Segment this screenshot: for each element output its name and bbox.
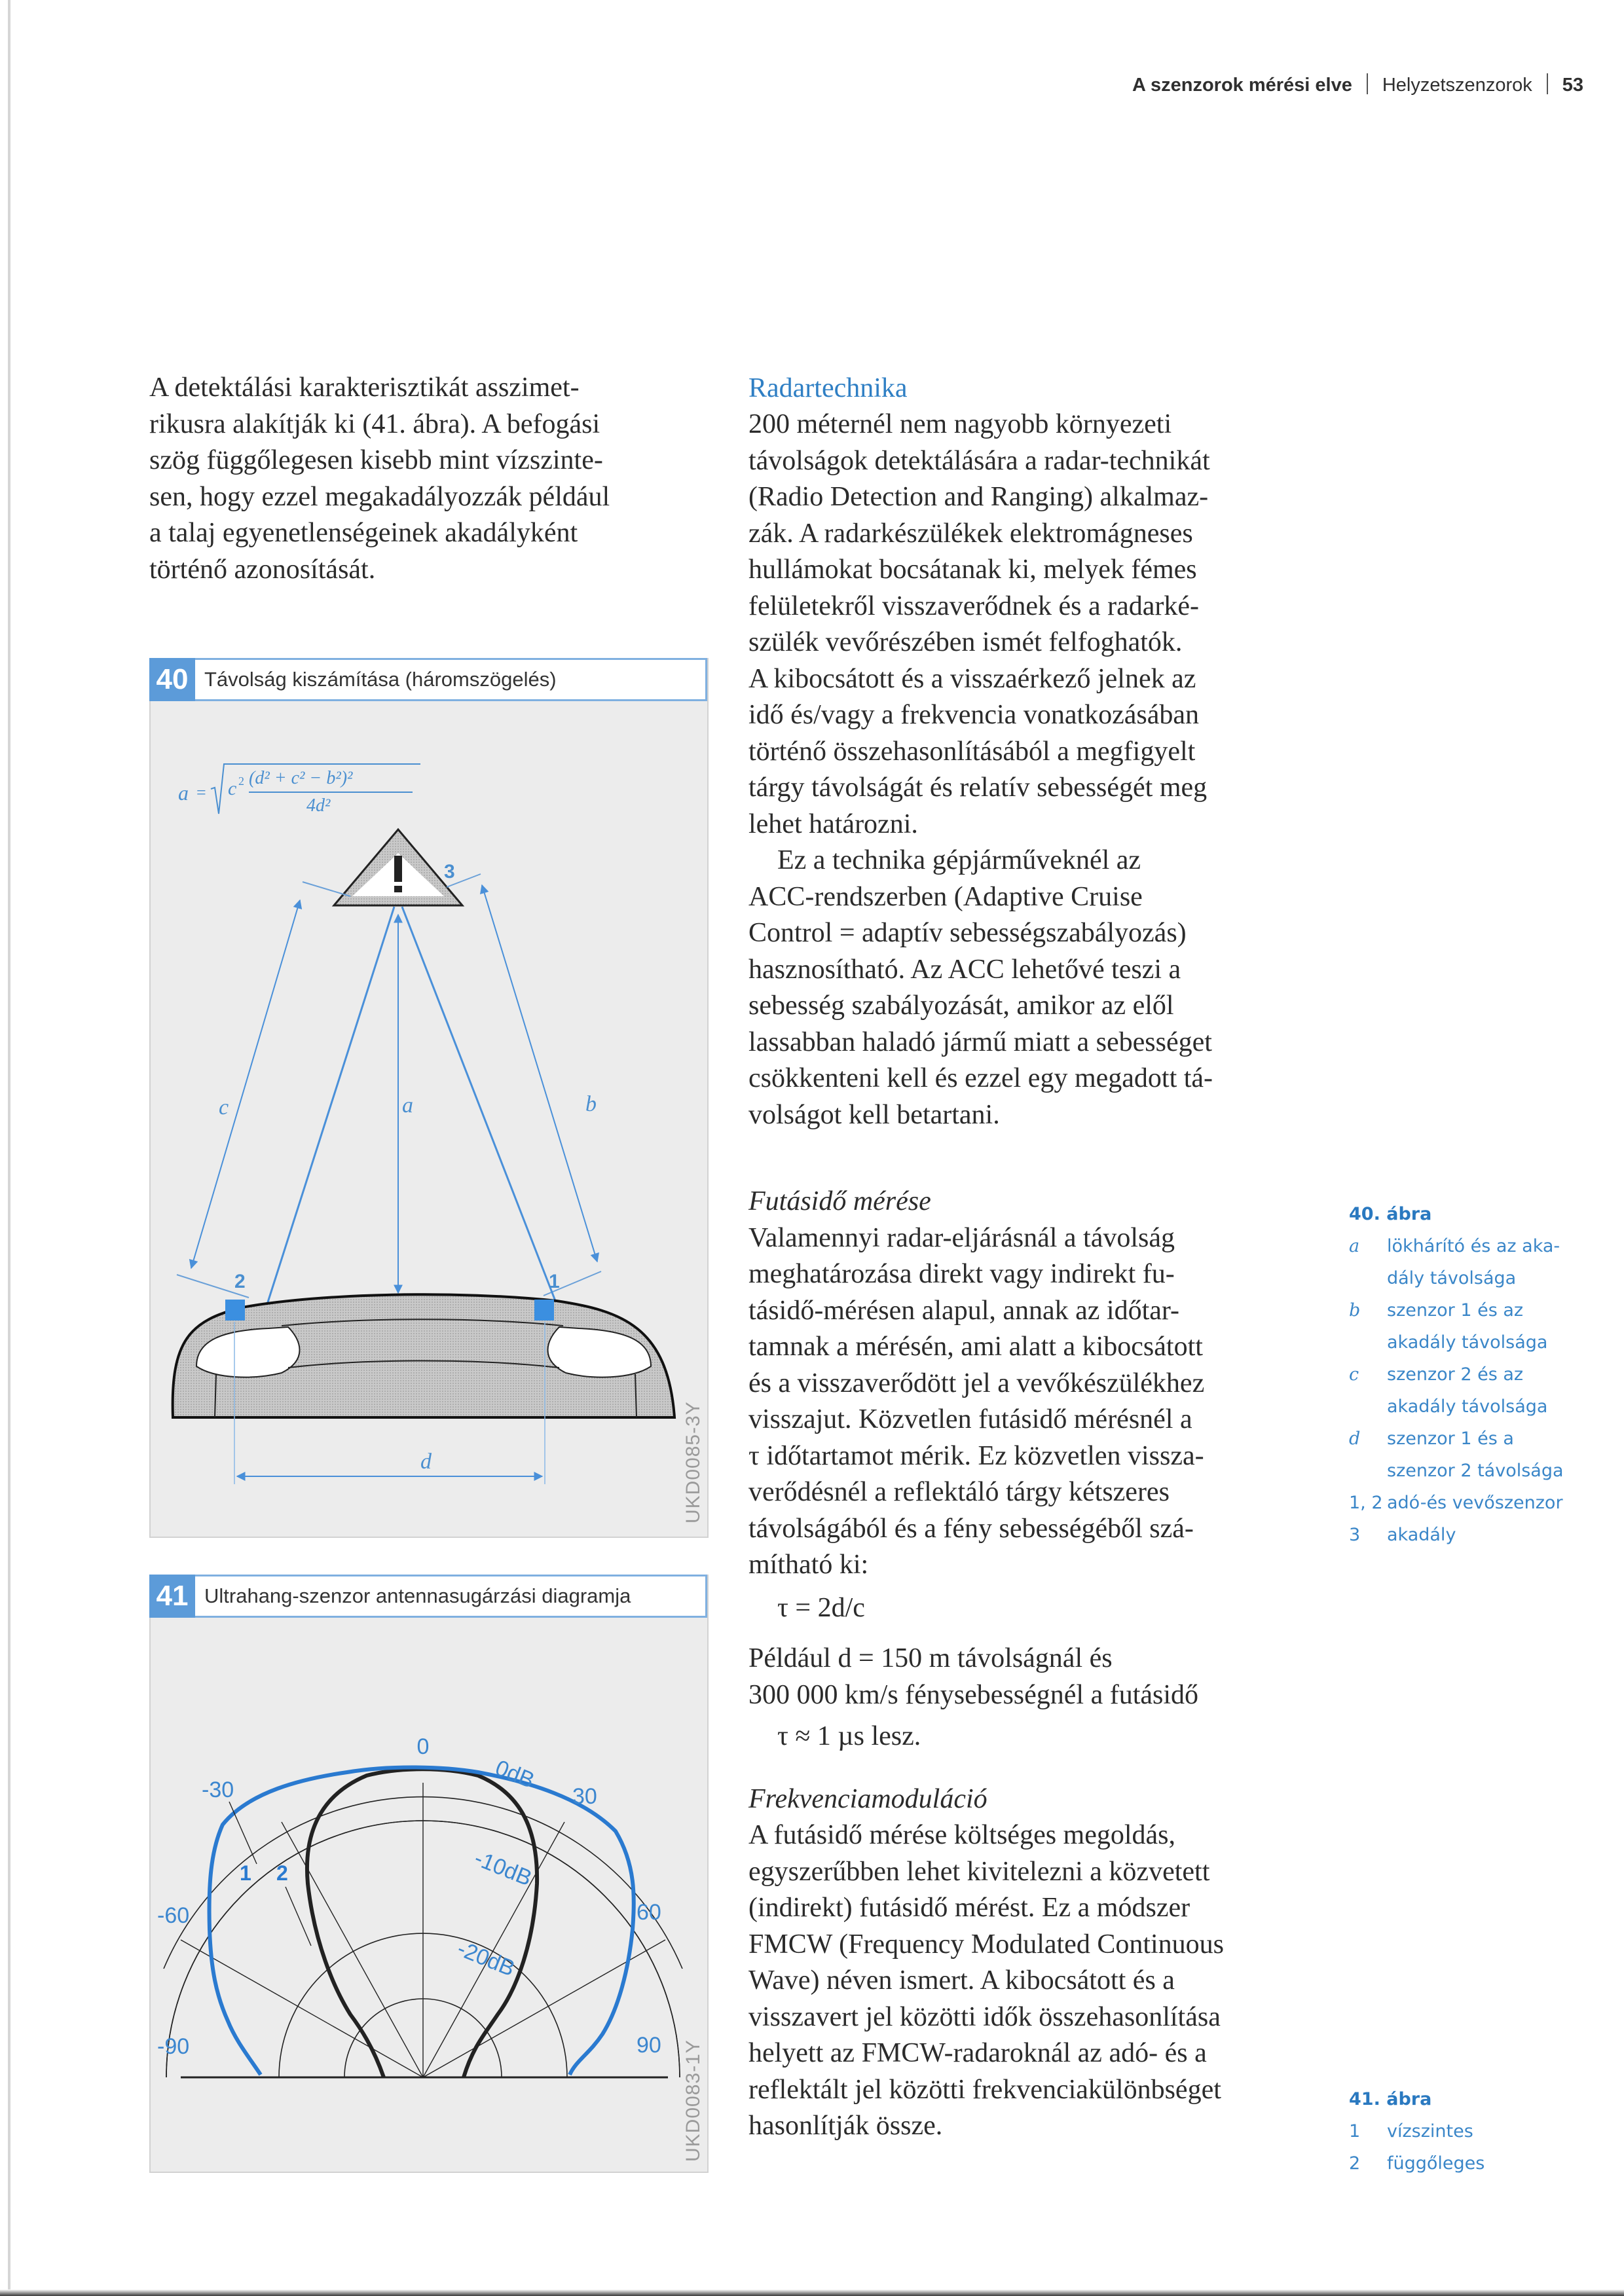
- figure-40-title: Távolság kiszámítása (háromszögelés): [195, 658, 707, 701]
- text-line: mítható ki:: [748, 1550, 869, 1580]
- polar-grid: [151, 1685, 709, 2077]
- figure-41: [149, 1575, 709, 2173]
- svg-text:-30: -30: [202, 1777, 234, 1802]
- svg-text:-10dB: -10dB: [471, 1846, 536, 1891]
- running-head: [1132, 73, 1583, 96]
- figure-40-legend: 40. ábra a lökhárító és az aka- dály távolsága b szenzor 1 és az akadály távolsága c szenzor 2 és az akadály távolsága d szenzor 1 és a szenzor 2 távolsága 1, 2 adó-és vevőszenzor 3 akadály: [1349, 1198, 1624, 1551]
- figure-40-number: 40: [149, 658, 195, 701]
- polar-radiation-chart: [151, 1576, 709, 2172]
- text-line: (Radio Detection and Ranging) alkalmaz-: [748, 482, 1209, 512]
- text-line: visszajut. Közvetlen futásidő mérésnél a: [748, 1404, 1192, 1434]
- legend-item: b szenzor 1 és az: [1349, 1300, 1524, 1321]
- text-line: hullámokat bocsátanak ki, melyek fémes: [748, 555, 1197, 585]
- legend-item: a lökhárító és az aka-: [1349, 1236, 1560, 1256]
- text-line: Control = adaptív sebességszabályozás): [748, 918, 1187, 948]
- label-c: c: [219, 1095, 229, 1120]
- text-line: csökkenteni kell és ezzel egy megadott tá-: [748, 1063, 1213, 1093]
- text-line: lassabban haladó jármű miatt a sebességet: [748, 1027, 1212, 1057]
- page-spine-edge: [8, 0, 10, 2296]
- legend-item: d szenzor 1 és a: [1349, 1429, 1514, 1449]
- text-line: Wave) néven ismert. A kibocsátott és a: [748, 1965, 1175, 1995]
- label-d: d: [420, 1449, 432, 1474]
- text-line: (indirekt) futásidő mérést. Ez a módszer: [748, 1893, 1190, 1923]
- legend-item: 1 vízszintes: [1349, 2121, 1473, 2141]
- text-line: A detektálási karakterisztikát asszimet-: [149, 373, 580, 403]
- page-bottom-edge: [0, 2289, 1624, 2296]
- sensor-2-label: 2: [234, 1271, 246, 1292]
- text-line: hasznosítható. Az ACC lehetővé teszi a: [748, 954, 1181, 985]
- sensor-1-label: 1: [549, 1271, 560, 1292]
- svg-text:4d²: 4d²: [306, 795, 331, 816]
- text-line: verődésnél a reflektáló tárgy kétszeres: [748, 1477, 1170, 1507]
- series-1-horizontal-curve: [210, 1768, 634, 2075]
- text-line: Például d = 150 m távolságnál és: [748, 1643, 1113, 1673]
- figure-41-header: [149, 1575, 707, 1618]
- figure-41-number: 41: [149, 1575, 195, 1618]
- heading-radartechnika: Radartechnika: [748, 373, 908, 403]
- series-1-label: 1: [240, 1861, 251, 1885]
- running-head-chapter: Helyzetszenzorok: [1382, 75, 1532, 96]
- legend-item: 3 akadály: [1349, 1525, 1456, 1545]
- text-line: tárgy távolságát és relatív sebességét meg: [748, 773, 1208, 803]
- running-head-divider: [1547, 73, 1548, 94]
- svg-text:60: 60: [637, 1900, 661, 1925]
- text-line: 200 méternél nem nagyobb környezeti: [748, 409, 1172, 439]
- example-result: τ ≈ 1 µs lesz.: [777, 1721, 921, 1751]
- text-line: Ez a technika gépjárműveknél az: [777, 845, 1141, 875]
- radar-section: [748, 371, 1325, 1133]
- svg-text:0: 0: [416, 1734, 430, 1759]
- legend-title: 41. ábra: [1349, 2089, 1432, 2109]
- distance-formula: [178, 764, 420, 816]
- text-line: meghatározása direkt vagy indirekt fu-: [748, 1259, 1175, 1289]
- polar-tick-labels: [157, 1734, 661, 2059]
- obstacle-warning-icon: [334, 829, 462, 905]
- obstacle-label-3: 3: [444, 861, 455, 883]
- figure-40: [149, 658, 709, 1538]
- text-line: távolságából és a fény sebességéből szá-: [748, 1513, 1194, 1544]
- text-line: helyett az FMCW-radaroknál az adó- és a: [748, 2038, 1207, 2068]
- text-line: reflektált jel közötti frekvenciakülönbséget: [748, 2074, 1221, 2105]
- figure-41-code: UKD0083-1Y: [682, 2039, 704, 2162]
- text-line: sebesség szabályozását, amikor az elől: [748, 991, 1174, 1021]
- left-intro-paragraph: [149, 370, 712, 588]
- svg-text:-90: -90: [157, 2034, 190, 2059]
- running-head-section: A szenzorok mérési elve: [1132, 75, 1352, 96]
- svg-text:(d² + c² − b²)²: (d² + c² − b²)²: [249, 768, 353, 788]
- text-line: és a visszaverődött jel a vevőkészülékhez: [748, 1368, 1205, 1398]
- figure-41-title: Ultrahang-szenzor antennasugárzási diagramja: [195, 1575, 707, 1618]
- text-line: rikusra alakítják ki (41. ábra). A befogási: [149, 409, 600, 439]
- triangulation-diagram: [151, 659, 709, 1537]
- text-line: zák. A radarkészülékek elektromágneses: [748, 518, 1193, 549]
- text-line: történő összehasonlításából a megfigyelt: [748, 736, 1196, 767]
- svg-text:-60: -60: [157, 1903, 190, 1928]
- text-line: visszavert jel közötti idők összehasonlítása: [748, 2001, 1221, 2032]
- text-line: tásidő-mérésen alapul, annak az időtar-: [748, 1295, 1180, 1326]
- distance-b-arrow: [482, 885, 597, 1262]
- text-line: szög függőlegesen kisebb mint vízszinte-: [149, 445, 603, 475]
- text-line: történő azonosítását.: [149, 554, 376, 585]
- sensor-2: [225, 1300, 245, 1321]
- text-line: τ időtartamot mérik. Ez közvetlen vissza-: [748, 1440, 1204, 1471]
- legend-title: 40. ábra: [1349, 1204, 1432, 1224]
- page-number: 53: [1562, 75, 1583, 96]
- sensor-1: [534, 1300, 554, 1321]
- figure-40-code: UKD0085-3Y: [682, 1401, 704, 1523]
- polar-spokes: [181, 1783, 668, 2077]
- legend-item: 1, 2 adó-és vevőszenzor: [1349, 1493, 1563, 1513]
- text-line: távolságok detektálására a radar-technikát: [748, 445, 1210, 476]
- figure-41-legend: [1349, 2083, 1624, 2179]
- svg-text:90: 90: [637, 2033, 661, 2058]
- svg-text:-20dB: -20dB: [454, 1936, 519, 1982]
- text-line: A futásidő mérése költséges megoldás,: [748, 1820, 1176, 1850]
- running-head-divider: [1367, 73, 1368, 94]
- time-of-flight-section: [748, 1184, 1325, 2145]
- text-line: 300 000 km/s fénysebességnél a futásidő: [748, 1679, 1199, 1710]
- text-line: idő és/vagy a frekvencia vonatkozásában: [748, 700, 1200, 730]
- text-line: felületekről visszaverődnek és a radarké-: [748, 591, 1199, 621]
- tof-formula: τ = 2d/c: [777, 1592, 865, 1623]
- svg-text:30: 30: [572, 1784, 597, 1809]
- text-line: hasonlítják össze.: [748, 2111, 943, 2141]
- text-line: szülék vevőrészében ismét felfoghatók.: [748, 627, 1183, 657]
- svg-text:c: c: [228, 778, 237, 799]
- text-line: Valamennyi radar-eljárásnál a távolság: [748, 1222, 1175, 1253]
- car-front-bumper: [173, 1294, 674, 1417]
- svg-text:=: =: [196, 783, 206, 802]
- legend-item: 2 függőleges: [1349, 2153, 1485, 2174]
- heading-futasido-merese: Futásidő mérése: [748, 1186, 931, 1216]
- text-line: a talaj egyenetlenségeinek akadályként: [149, 518, 578, 548]
- text-line: egyszerűbben lehet kivitelezni a közvetett: [748, 1856, 1210, 1887]
- text-line: A kibocsátott és a visszaérkező jelnek az: [748, 663, 1196, 694]
- legend-item: c szenzor 2 és az: [1349, 1364, 1524, 1385]
- figure-40-header: [149, 658, 707, 701]
- svg-text:a: a: [178, 781, 189, 805]
- label-b: b: [585, 1092, 597, 1116]
- text-line: tamnak a mérésén, ami alatt a kibocsátott: [748, 1332, 1203, 1362]
- text-line: ACC-rendszerben (Adaptive Cruise: [748, 881, 1143, 912]
- svg-text:0dB: 0dB: [492, 1755, 538, 1794]
- text-line: sen, hogy ezzel megakadályozzák például: [149, 481, 610, 512]
- svg-text:2: 2: [238, 774, 244, 788]
- label-a: a: [402, 1093, 413, 1118]
- text-line: FMCW (Frequency Modulated Continuous: [748, 1929, 1225, 1959]
- text-line: lehet határozni.: [748, 809, 918, 839]
- series-2-label: 2: [276, 1861, 288, 1885]
- text-line: volságot kell betartani.: [748, 1099, 1000, 1130]
- heading-frekvenciamodulacio: Frekvenciamoduláció: [748, 1783, 987, 1814]
- distance-c-arrow: [191, 900, 300, 1268]
